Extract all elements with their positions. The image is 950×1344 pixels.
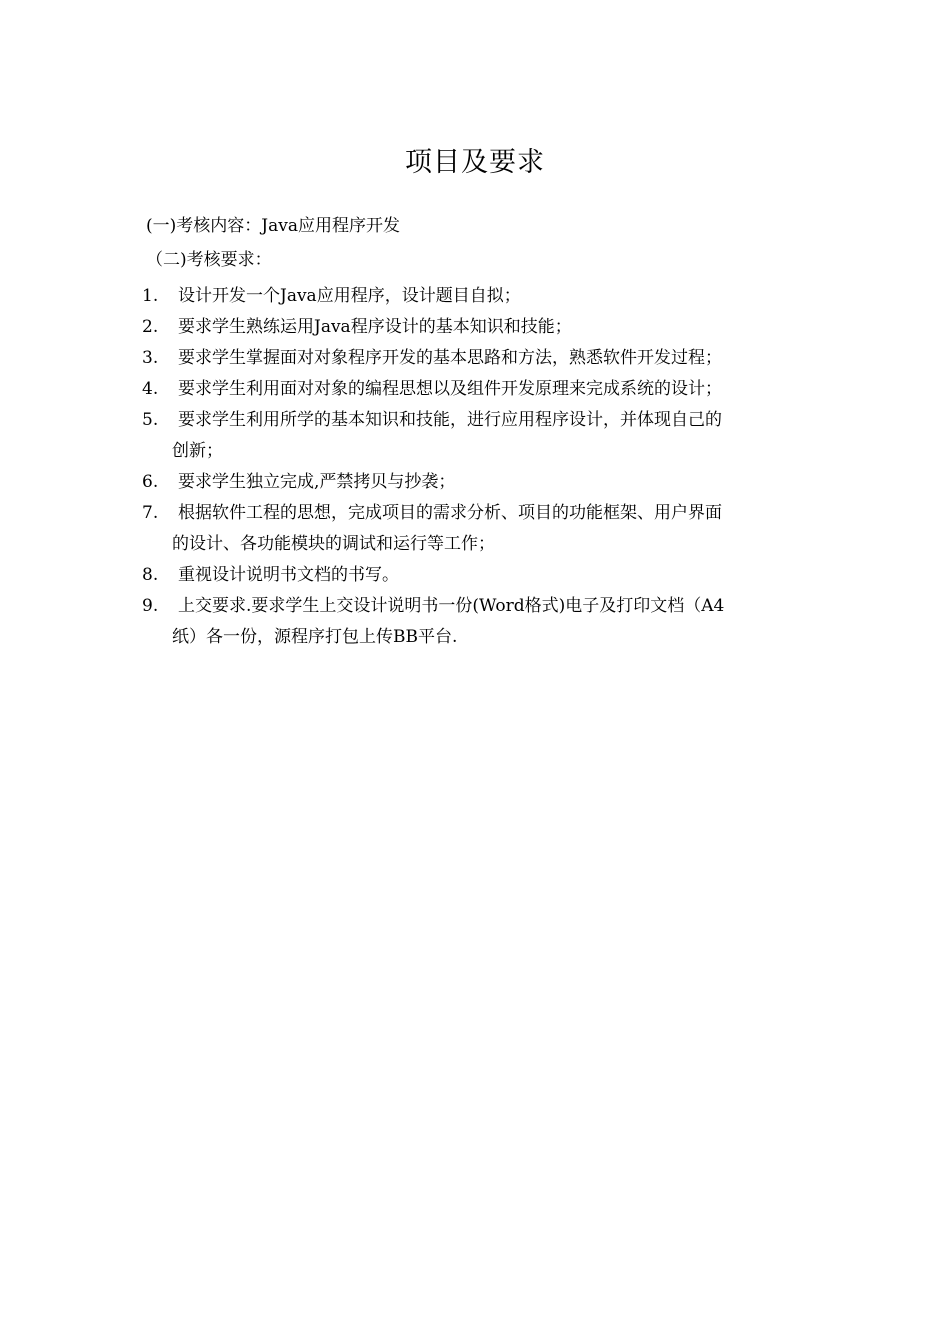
list-item	[142, 498, 822, 560]
item-number: 3.	[142, 348, 159, 368]
item-text: 要求学生利用面对对象的编程思想以及组件开发原理来完成系统的设计；	[178, 379, 722, 399]
item-number: 5.	[142, 410, 159, 430]
item-number: 2.	[142, 317, 159, 337]
item-text: 要求学生熟练运用Java程序设计的基本知识和技能；	[178, 317, 572, 337]
item-text: 上交要求.要求学生上交设计说明书一份(Word格式)电子及打印文档（A4	[178, 596, 725, 616]
list-item	[142, 374, 822, 405]
list-item	[142, 405, 822, 467]
item-number: 4.	[142, 379, 159, 399]
list-item	[142, 467, 822, 498]
item-number: 7.	[142, 503, 159, 523]
item-text: 要求学生利用所学的基本知识和技能，进行应用程序设计，并体现自己的	[178, 410, 722, 430]
item-text: 根据软件工程的思想，完成项目的需求分析、项目的功能框架、用户界面	[178, 503, 722, 523]
list-item	[142, 281, 822, 312]
item-number: 6.	[142, 472, 159, 492]
list-item	[142, 312, 822, 343]
section-assessment-content: (一)考核内容：Java应用程序开发	[146, 216, 400, 236]
item-number: 8.	[142, 565, 159, 585]
list-item	[142, 591, 822, 653]
document-title: 项目及要求	[405, 147, 545, 178]
list-item	[142, 560, 822, 591]
item-number: 9.	[142, 596, 159, 616]
item-text-continuation: 纸）各一份，源程序打包上传BB平台.	[172, 627, 458, 647]
item-text-continuation: 创新；	[172, 441, 223, 461]
section-assessment-requirements: （二)考核要求：	[146, 250, 272, 270]
item-text: 要求学生掌握面对对象程序开发的基本思路和方法，熟悉软件开发过程；	[178, 348, 722, 368]
requirements-list	[142, 281, 822, 653]
item-text: 重视设计说明书文档的书写。	[178, 565, 399, 585]
item-text: 设计开发一个Java应用程序，设计题目自拟；	[178, 286, 521, 306]
list-item	[142, 343, 822, 374]
item-number: 1.	[142, 286, 159, 306]
item-text: 要求学生独立完成,严禁拷贝与抄袭；	[178, 472, 456, 492]
item-text-continuation: 的设计、各功能模块的调试和运行等工作；	[172, 534, 495, 554]
